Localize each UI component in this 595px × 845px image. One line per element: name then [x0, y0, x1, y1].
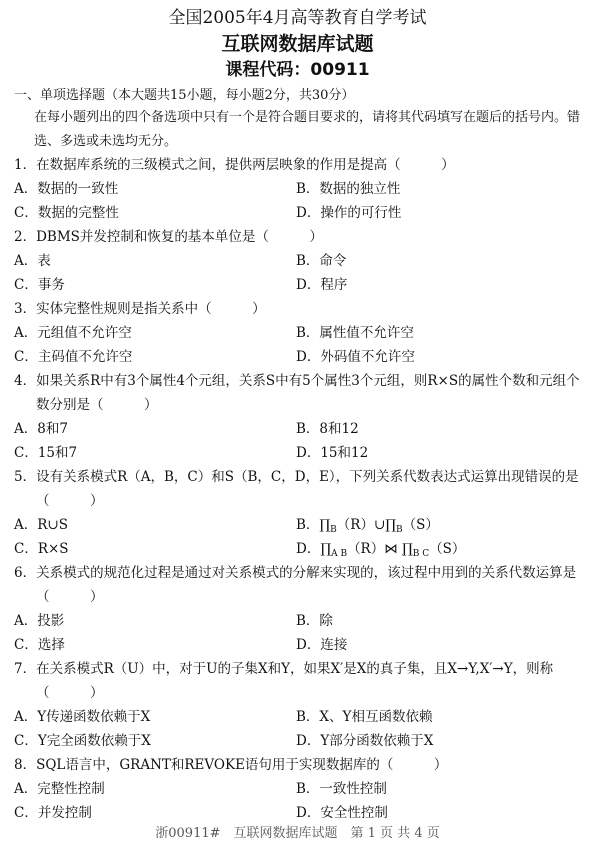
question-text: 在关系模式R（U）中，对于U的子集X和Y，如果X′是X的真子集，且X→Y,X′→Y，则称（ ） [36, 661, 554, 701]
question-text: DBMS并发控制和恢复的基本单位是（ ） [36, 229, 323, 245]
option-a: A．元组值不允许空 [14, 325, 132, 341]
expression-text: （R）⋈ [347, 541, 403, 557]
question-number: 7． [14, 661, 37, 677]
question-number: 8． [14, 757, 37, 773]
option-d: D．Y部分函数依赖于X [296, 733, 434, 749]
option-a: A．完整性控制 [14, 781, 105, 797]
subscript: B [396, 525, 403, 535]
option-b: B．一致性控制 [296, 781, 387, 797]
question-6 [14, 561, 589, 609]
question-text: 关系模式的规范化过程是通过对关系模式的分解来实现的，该过程中用到的关系代数运算是（ ） [36, 565, 577, 605]
question-number: 5． [14, 469, 37, 485]
option-a: A．8和7 [14, 421, 68, 437]
option-d: D．安全性控制 [296, 805, 388, 821]
section-title: 一、单项选择题（本大题共15小题，每小题2分，共30分） [14, 88, 355, 103]
question-number: 2． [14, 229, 37, 245]
question-8 [14, 753, 589, 777]
projection-symbol: ∏ [320, 541, 332, 557]
option-b: B．数据的独立性 [296, 181, 401, 197]
option-letter: B． [296, 517, 320, 533]
option-b [296, 513, 439, 535]
option-c: C．R×S [14, 541, 69, 557]
option-b: B．命令 [296, 253, 347, 269]
option-a: A．表 [14, 253, 51, 269]
question-7 [14, 657, 589, 705]
question-text: 设有关系模式R（A，B，C）和S（B，C，D，E），下列关系代数表达式运算出现错误的是（ ） [36, 469, 579, 509]
option-c: C．数据的完整性 [14, 205, 119, 221]
option-d: D．操作的可行性 [296, 205, 402, 221]
question-number: 3． [14, 301, 37, 317]
option-c: C．15和7 [14, 445, 78, 461]
projection-symbol: ∏ [402, 541, 413, 557]
option-b: B．除 [296, 613, 333, 629]
option-c: C．事务 [14, 277, 65, 293]
option-d: D．外码值不允许空 [296, 349, 415, 365]
option-d: D．程序 [296, 277, 348, 293]
question-number: 6． [14, 565, 37, 581]
question-4 [14, 369, 589, 417]
question-3 [14, 297, 589, 321]
option-b: B．属性值不允许空 [296, 325, 414, 341]
page-footer: 浙00911# 互联网数据库试题 第 1 页 共 4 页 [155, 826, 440, 841]
option-c: C．选择 [14, 637, 65, 653]
subscript: A B [331, 549, 348, 559]
question-text: 如果关系R中有3个属性4个元组，关系S中有5个属性3个元组，则R×S的属性个数和元组个数分别是（ ） [36, 373, 580, 413]
question-number: 4． [14, 373, 37, 389]
question-number: 1． [14, 157, 37, 173]
projection-symbol: ∏ [385, 517, 397, 533]
question-1 [14, 153, 589, 177]
option-c: C．并发控制 [14, 805, 92, 821]
subscript: B [330, 525, 337, 535]
option-c: C．主码值不允许空 [14, 349, 133, 365]
question-text: 在数据库系统的三级模式之间，提供两层映象的作用是提高（ ） [36, 157, 455, 173]
question-5 [14, 465, 589, 513]
expression-text: （S） [429, 541, 466, 557]
option-d: D．15和12 [296, 445, 369, 461]
question-2 [14, 225, 589, 249]
option-b: B．8和12 [296, 421, 359, 437]
expression-text: （S） [402, 517, 439, 533]
option-a: A．数据的一致性 [14, 181, 119, 197]
option-letter: D． [296, 541, 321, 557]
option-a: A．R∪S [14, 517, 68, 533]
exam-header: 全国2005年4月高等教育自学考试 [168, 8, 427, 28]
course-code: 课程代码：00911 [225, 60, 370, 80]
expression-text: （R）∪ [336, 517, 386, 533]
exam-title: 互联网数据库试题 [221, 33, 374, 55]
option-b: B．X、Y相互函数依赖 [296, 709, 433, 725]
option-a: A．投影 [14, 613, 65, 629]
subscript: B C [412, 549, 430, 559]
option-d [296, 537, 465, 559]
option-d: D．连接 [296, 637, 348, 653]
option-c: C．Y完全函数依赖于X [14, 733, 151, 749]
option-a: A．Y传递函数依赖于X [14, 709, 151, 725]
question-text: 实体完整性规则是指关系中（ ） [36, 301, 266, 317]
projection-symbol: ∏ [319, 517, 331, 533]
section-instructions: 在每小题列出的四个备选项中只有一个是符合题目要求的，请将其代码填写在题后的括号内。错选、多选或未选均无分。 [34, 110, 581, 149]
question-text: SQL语言中，GRANT和REVOKE语句用于实现数据库的（ ） [36, 757, 448, 773]
